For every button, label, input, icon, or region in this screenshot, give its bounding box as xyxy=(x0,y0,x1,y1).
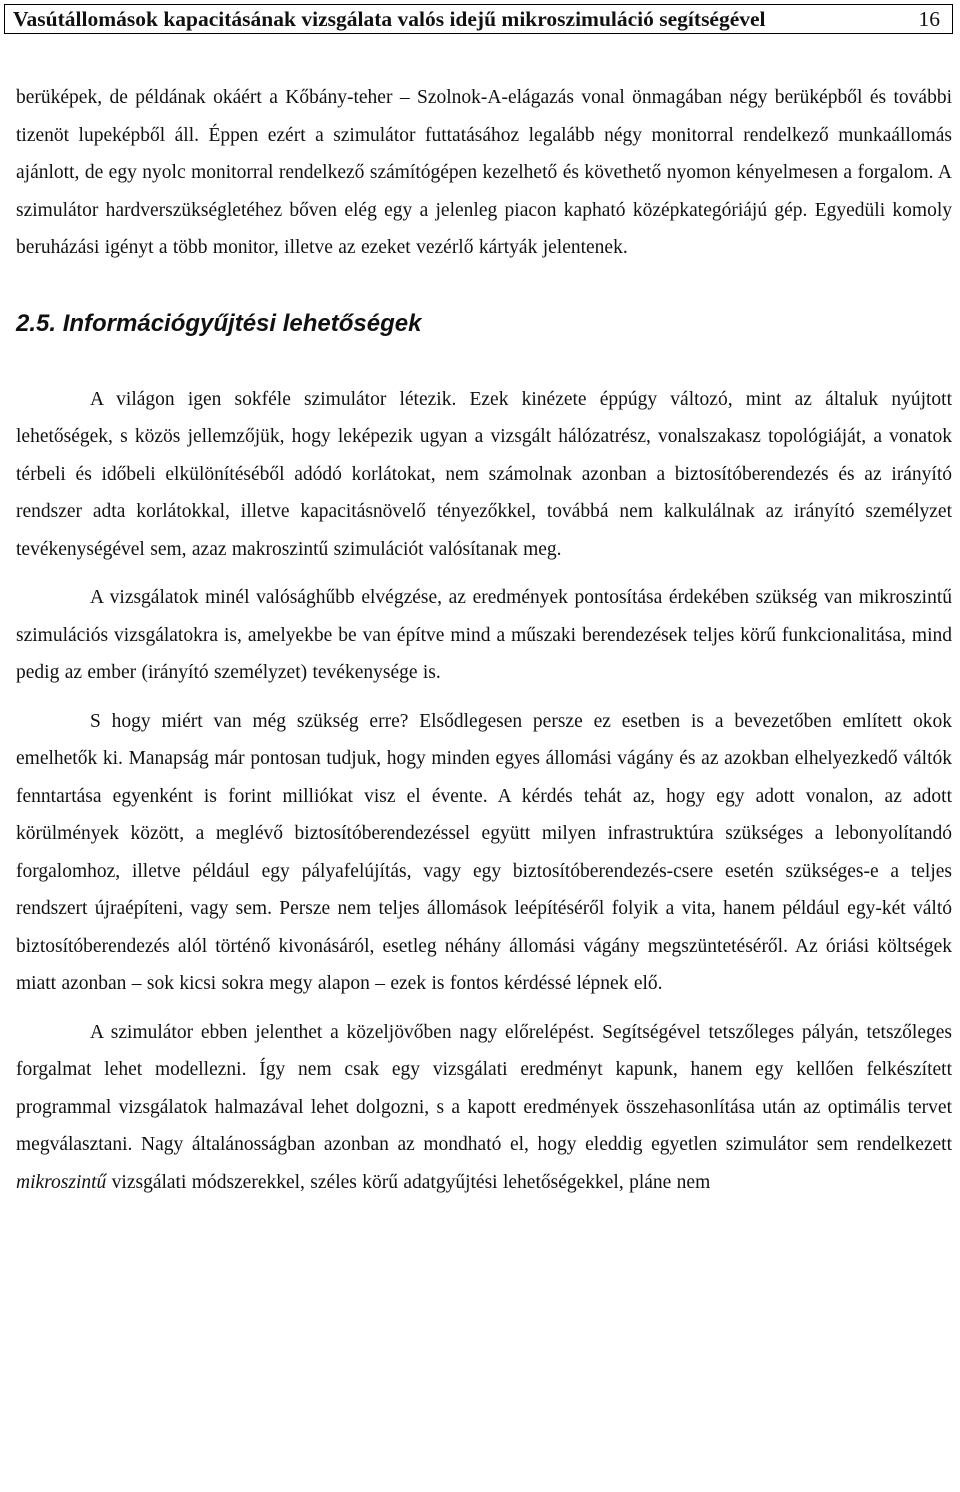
paragraph-text: vizsgálati módszerekkel, széles körű adatgyűjtési lehetőségekkel, pláne nem xyxy=(106,1171,711,1193)
section-heading: 2.5. Információgyűjtési lehetőségek xyxy=(16,309,422,337)
page-header xyxy=(4,4,953,34)
paragraph xyxy=(16,1014,952,1202)
italic-term: mikroszintű xyxy=(16,1171,107,1193)
paragraph: berüképek, de példának okáért a Kőbány-teher – Szolnok-A-elágazás vonal önmagában négy berüképből és további tizenöt lupeképből áll. Éppen ezért a szimulátor futtatásához legalább négy monitorral rendelkező munkaállomás ajánlott, de egy nyolc monitorral rendelkező számítógépen kezelhető és követhető nyomon kényelmesen a forgalom. A szimulátor hardverszükségletéhez bőven elég egy a jelenleg piacon kapható középkategóriájú gép. Egyedüli komoly beruházási igényt a több monitor, illetve az ezeket vezérlő kártyák jelentenek. xyxy=(16,87,952,258)
page-number: 16 xyxy=(918,6,940,31)
header-title: Vasútállomások kapacitásának vizsgálata valós idejű mikroszimuláció segítségével xyxy=(13,6,766,31)
paragraph-text: A szimulátor ebben jelenthet a közeljövőben nagy előrelépést. Segítségével tetszőleges pályán, tetszőleges forgalmat lehet modellezni. Így nem csak egy vizsgálati eredményt kapunk, hanem egy kellően felkészített programmal vizsgálatok halmazával lehet dolgozni, s a kapott eredmények összehasonlítása után az optimális tervet megválasztani. Nagy általánosságban azonban az mondható el, hogy eleddig egyetlen szimulátor sem rendelkezett xyxy=(16,1021,952,1155)
paragraph: A világon igen sokféle szimulátor létezik. Ezek kinézete éppúgy változó, mint az általuk nyújtott lehetőségek, s közös jellemzőjük, hogy leképezik ugyan a vizsgált hálózatrész, vonalszakasz topológiáját, a vonatok térbeli és időbeli elkülönítéséből adódó korlátokat, nem számolnak azonban a biztosítóberendezés és az irányító rendszer adta korlátokkal, illetve kapacitásnövelő tényezőkkel, továbbá nem kalkulálnak az irányító személyzet tevékenységével sem, azaz makroszintű szimulációt valósítanak meg. xyxy=(16,388,952,560)
paragraph: S hogy miért van még szükség erre? Elsődlegesen persze ez esetben is a bevezetőben említett okok emelhetők ki. Manapság már pontosan tudjuk, hogy minden egyes állomási vágány és az azokban elhelyezkedő váltók fenntartása egyenként is forint milliókat visz el évente. A kérdés tehát az, hogy egy adott vonalon, az adott körülmények között, a meglévő biztosítóberendezéssel együtt milyen infrastruktúra szükséges a lebonyolítandó forgalomhoz, illetve például egy pályafelújítás, vagy egy biztosítóberendezés-csere esetén szükséges-e a teljes rendszert újraépíteni, vagy sem. Persze nem teljes állomások leépítéséről folyik a vita, hanem például egy-két váltó biztosítóberendezés alól történő kivonásáról, esetleg néhány állomási vágány megszüntetéséről. Az óriási költségek miatt azonban – sok kicsi sokra megy alapon – ezek is fontos kérdéssé lépnek elő. xyxy=(16,710,952,994)
paragraph: A vizsgálatok minél valósághűbb elvégzése, az eredmények pontosítása érdekében szükség van mikroszintű szimulációs vizsgálatokra is, amelyekbe be van építve mind a műszaki berendezések teljes körű funkcionalitása, mind pedig az ember (irányító személyzet) tevékenysége is. xyxy=(16,587,952,683)
page-body xyxy=(16,79,952,1201)
